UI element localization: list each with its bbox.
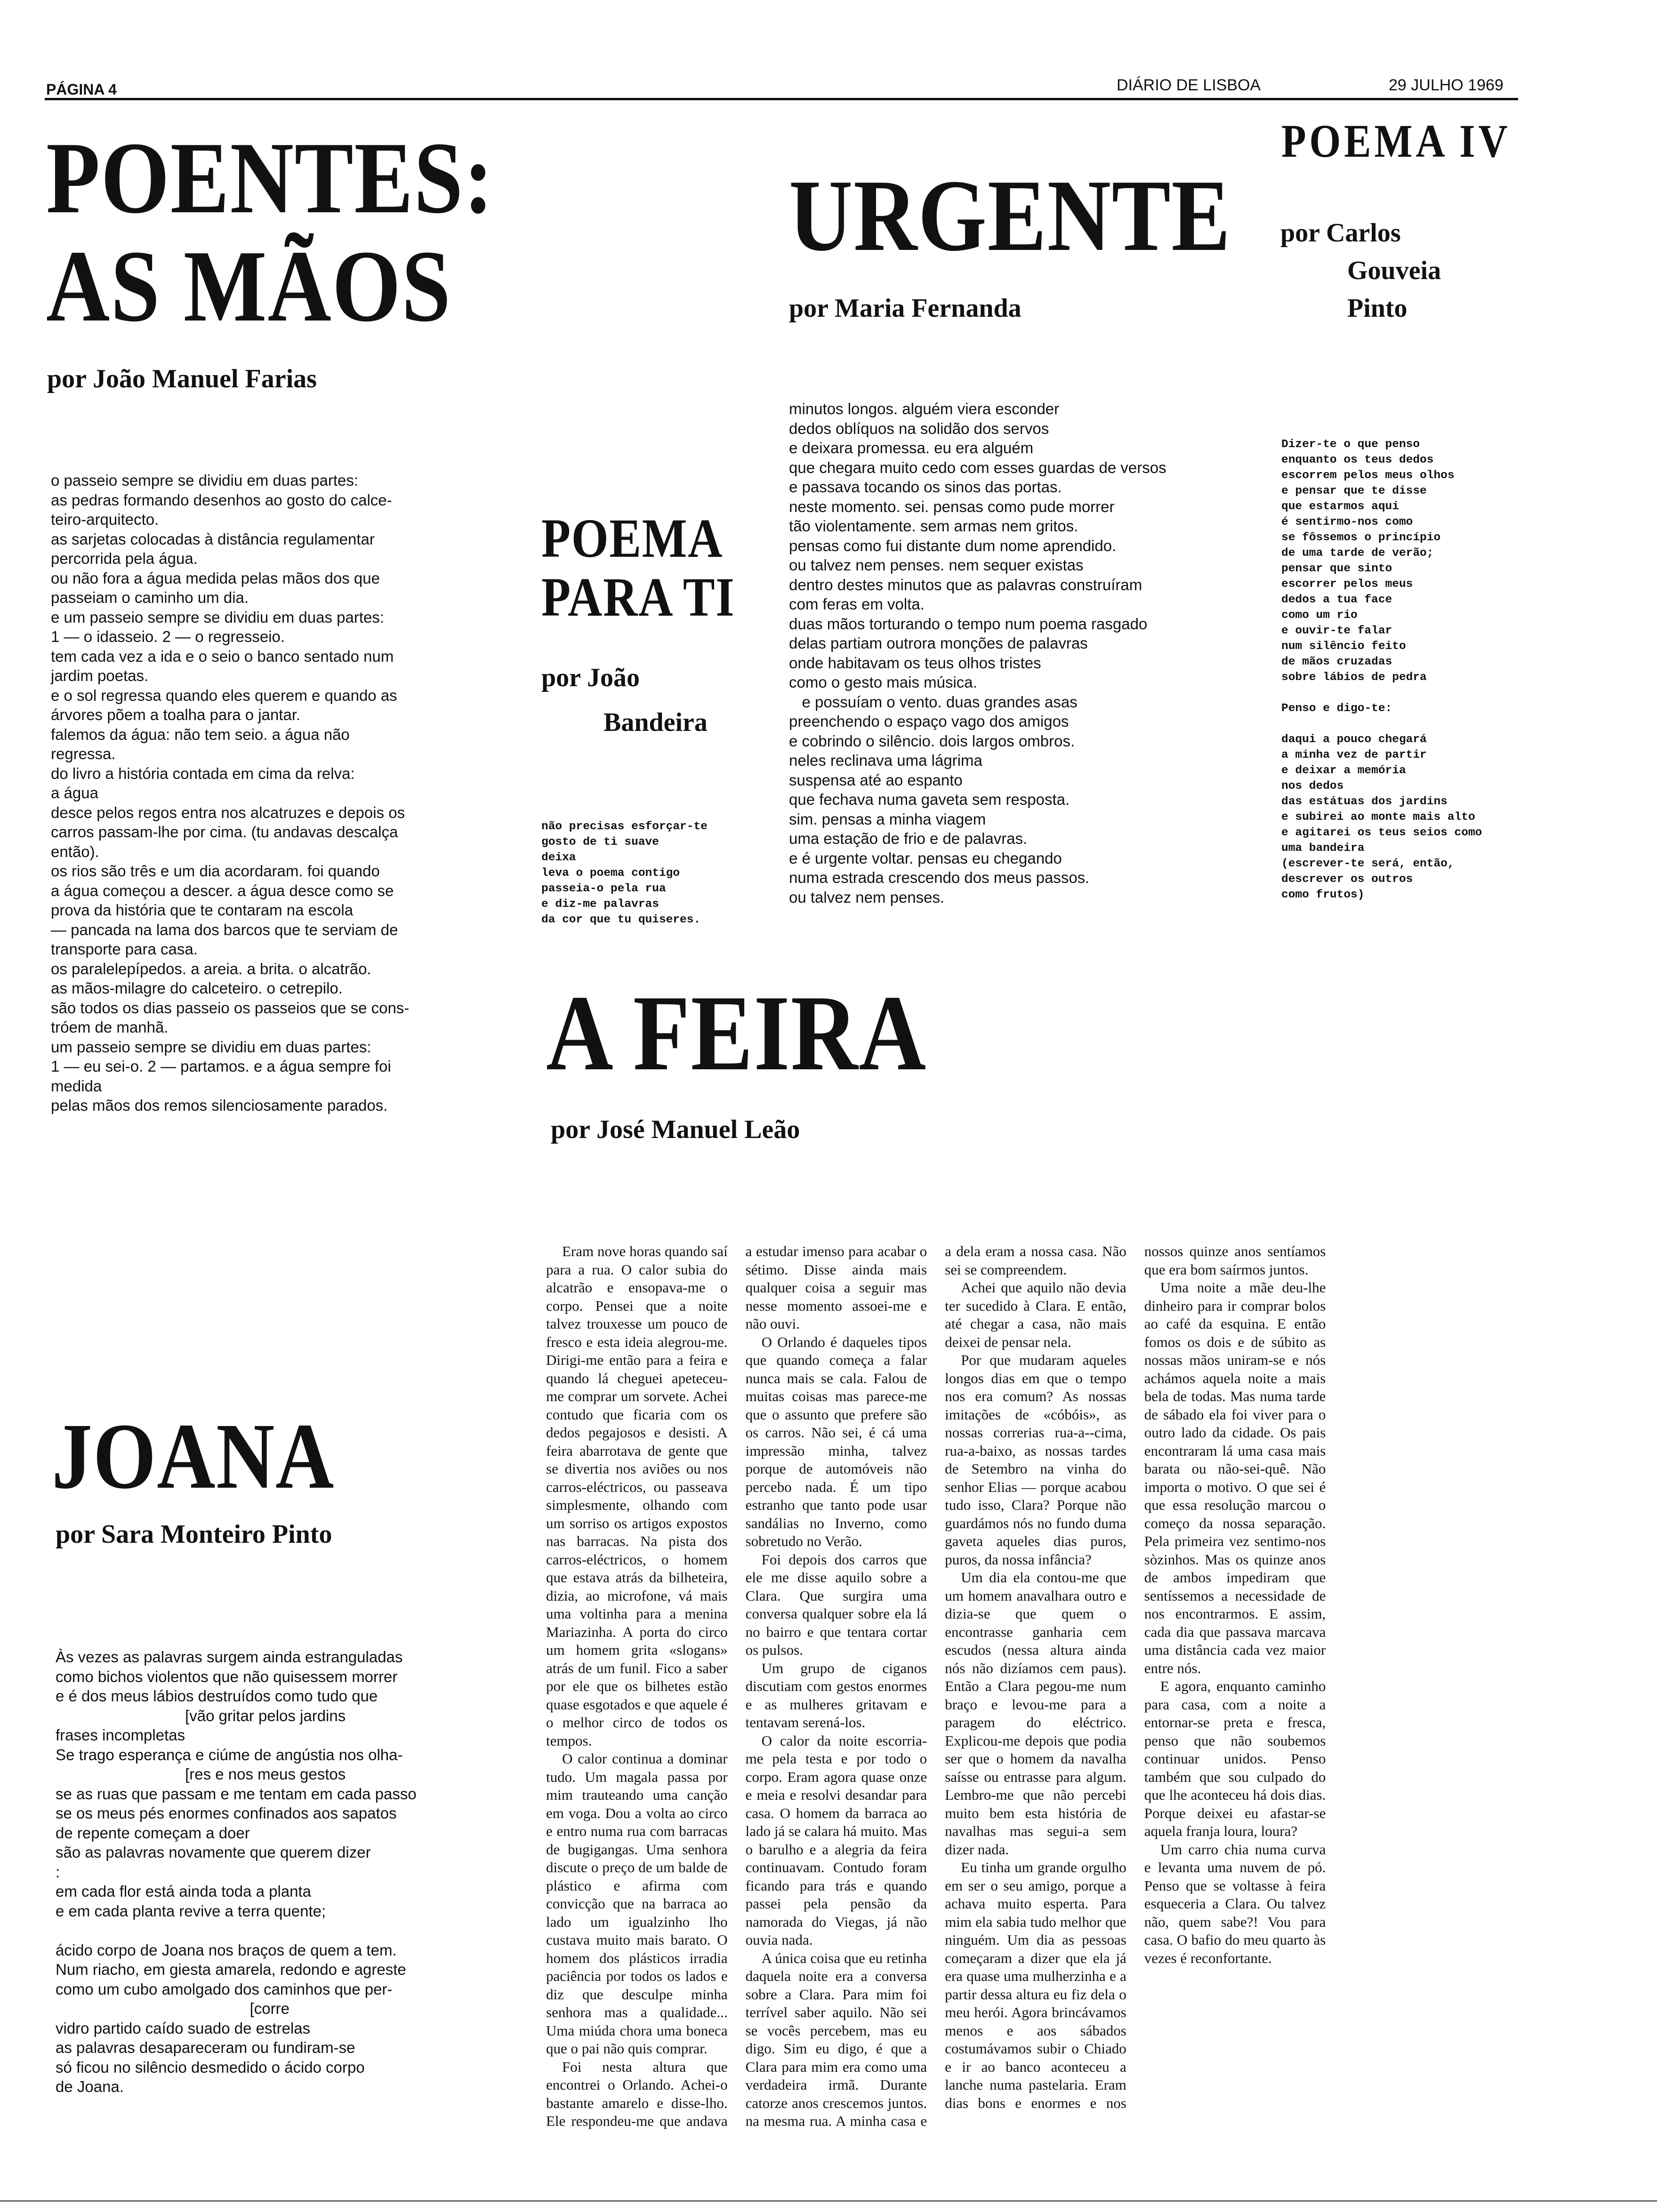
poema-iv-title: POEMA IV <box>1281 115 1511 167</box>
poem-line: ou talvez nem penses. <box>789 888 945 906</box>
poem-line: Dizer-te o que penso <box>1281 438 1420 451</box>
poem-line: delas partiam outrora monções de palavras <box>789 634 1088 652</box>
poem-line: passeiam o caminho um dia. <box>51 589 249 606</box>
poem-line: dentro destes minutos que as palavras construíram <box>789 576 1142 593</box>
header-rule <box>45 98 1518 100</box>
poem-line: do livro a história contada em cima da relva: <box>51 764 355 782</box>
issue-date: 29 JULHO 1969 <box>1389 76 1504 94</box>
poem-line: não precisas esforçar-te <box>541 820 708 833</box>
story-paragraph: Foi nesta altura que encontrei o Orlando. Achei-o bastante amarelo e disse-lho. Ele respondeu-me que andava a estudar imenso para acabar o sétimo. Disse ainda mais qualquer coisa a seguir mas nesse momento assoei-me e não ouvi. <box>546 1243 927 2129</box>
poema-iv-byline-line2: Gouveia <box>1347 256 1441 285</box>
poem-line: prova da história que te contaram na escola <box>51 901 354 919</box>
story-paragraph: Eu tinha um grande orgulho em ser o seu amigo, porque a achava muito esperta. Para mim ela sabia tudo melhor que ninguém. Um dia as pessoas começaram a dizer que ela já era quase uma mulherzinha e a partir dessa altura eu fiz dela o meu herói. Agora brincávamos menos e aos sábados costumávamos subir o Chiado e ir ao banco aconteceu a lanche numa pastelaria. Eram dias bons e enormes e nos nossos quinze anos sentíamos que era bom saírmos juntos. <box>945 1243 1326 2111</box>
poem-line: duas mãos torturando o tempo num poema rasgado <box>789 615 1148 633</box>
poem-line: são todos os dias passeio os passeios que se cons- <box>51 999 410 1017</box>
poem-line: e pensar que te disse <box>1281 485 1427 497</box>
poem-line: uma estação de frio e de palavras. <box>789 830 1028 847</box>
poema-iv-poem <box>1281 437 1526 903</box>
poem-line: transporte para casa. <box>51 940 198 958</box>
poem-line: leva o poema contigo <box>541 867 680 880</box>
poem-line: de uma tarde de verão; <box>1281 547 1434 560</box>
poem-line: que fechava numa gaveta sem resposta. <box>789 791 1070 808</box>
poem-line: 1 — eu sei-o. 2 — partamos. e a água sempre foi <box>51 1058 391 1075</box>
poem-line: e cobrindo o silêncio. dois largos ombros. <box>789 732 1075 750</box>
urgente-title: URGENTE <box>789 159 1231 272</box>
poem-line: tróem de manhã. <box>51 1018 169 1036</box>
story-paragraph: Um dia ela contou-me que um homem anavalhara outro e dizia-se que quem o encontrasse ganharia cem escudos (nessa altura ainda nós não dizíamos cem paus). Então a Clara pegou-me num braço e levou-me para a paragem do eléctrico. Explicou-me depois que podia ser que o homem da navalha saísse ou entrasse para algum. Lembro-me que não percebi muito bem esta história de navalhas mas segui-a sem dizer nada. <box>945 1569 1126 1858</box>
story-paragraph: O calor da noite escorria-me pela testa e por todo o corpo. Eram agora quase onze e meia e resolvi desandar para casa. O homem da barraca ao lado já se calara há muito. Mas o barulho e a alegria da feira continuavam. Contudo foram ficando para trás e quando passei pela pensão da namorada do Viegas, já não ouvia nada. <box>745 1732 927 1948</box>
a-feira-title: A FEIRA <box>546 973 927 1093</box>
poem-line: e deixara promessa. eu era alguém <box>789 439 1034 457</box>
poem-line: ácido corpo de Joana nos braços de quem a tem. <box>56 1941 397 1959</box>
joana-poem <box>56 1647 536 2097</box>
story-paragraph: O Orlando é daqueles tipos que quando começa a falar nunca mais se cala. Falou de muitas coisas mas parece-me que o assunto que prefere são os carros. Não sei, é cá uma impressão minha, talvez porque de automóveis não percebo nada. É um tipo estranho que tanto pode usar sandálias no Inverno, como sobretudo no Verão. <box>745 1333 927 1549</box>
poem-line: o passeio sempre se dividiu em duas partes: <box>51 472 359 489</box>
story-paragraph: O calor continua a dominar tudo. Um magala passa por mim trauteando uma canção em voga. Dou a volta ao circo e entro numa rua com barracas de bugigangas. Uma senhora discute o preço de um balde de plástico e afirma com convicção que na barraca ao lado um igualzinho lho custava muito mais barato. O homem dos plásticos irradia paciência por todos os lados e diz que desculpe minha senhora mas a qualidade... Uma miúda chora uma boneca que o pai não quis comprar. <box>546 1750 728 2057</box>
poem-line: e passava tocando os sinos das portas. <box>789 478 1062 496</box>
poem-line: medida <box>51 1077 102 1095</box>
story-paragraph: Por que mudaram aqueles longos dias em que o tempo nos era comum? As nossas imitações de «cóbóis», as nossas correrias rua-a--cima, rua-a-baixo, as nossas tardes de Setembro na vinha do senhor Elias — porque acabou tudo isso, Clara? Porque não guardámos nós no fundo duma gaveta aqueles dias puros, puros, da nossa infância? <box>945 1352 1126 1568</box>
poem-line: dedos a tua face <box>1281 593 1392 606</box>
poem-line: as pedras formando desenhos ao gosto do calce- <box>51 491 392 509</box>
poem-line: dedos oblíquos na solidão dos servos <box>789 419 1049 437</box>
poem-line: como um cubo amolgado dos caminhos que per- <box>56 1980 393 1998</box>
poem-line: os paralelepípedos. a areia. a brita. o alcatrão. <box>51 960 371 978</box>
story-paragraph: E agora, enquanto caminho para casa, com a noite a entornar-se preta e fresca, penso que não soubemos continuar unidos. Penso também que sou culpado do que lhe aconteceu há dois dias. Porque deixei eu afastar-se aquela franja loura, loura? <box>1144 1678 1326 1839</box>
poem-line: que estarmos aqui <box>1281 500 1399 513</box>
poem-line: onde habitavam os teus olhos tristes <box>789 654 1041 672</box>
poem-line <box>56 1921 536 1940</box>
poem-line: de Joana. <box>56 2078 124 2095</box>
poem-line: a água <box>51 784 98 801</box>
story-paragraph: Uma noite a mãe deu-lhe dinheiro para ir comprar bolos ao café da esquina. E então fomos os dois e de súbito as nossas mãos uniram-se e nós achámos aquela noite a mais bela de todas. Mas numa tarde de sábado ela foi viver para o outro lado da cidade. Os pais encontraram lá uma casa mais barata ou não-sei-quê. Não importa o motivo. O que sei é que essa resolução marcou o começo da nossa separação. Pela primeira vez sentimo-nos sòzinhos. Mas os quinze anos de ambos impediram que sentíssemos a necessidade de nos encontrarmos. E assim, cada dia que passava marcava uma distância cada vez maior entre nós. <box>1144 1279 1326 1676</box>
poem-line: carros passam-lhe por cima. (tu andavas descalça <box>51 823 398 841</box>
poem-line: só ficou no silêncio desmedido o ácido corpo <box>56 2058 365 2076</box>
poem-line: passeia-o pela rua <box>541 882 666 895</box>
a-feira-story <box>546 1242 1525 2137</box>
story-paragraph: Eram nove horas quando saí para a rua. O calor subia do alcatrão e ensopava-me o corpo. Pensei que a noite talvez trouxesse um pouco de fresco e esta ideia alegrou-me. Dirigi-me então para a feira e quando lá cheguei apeteceu-me comprar um sorvete. Achei contudo que ficaria com os dedos pegajosos e desisti. A feira abarrotava de gente que se divertia nos aviões ou nos carros-eléctricos, ou passeava simplesmente, olhando com um sorriso os artigos expostos nas barracas. Na pista dos carros-eléctricos, o homem que estava atrás da bilheteira, dizia, ao microfone, vá mais uma voltinha para a menina Mariazinha. A porta do circo um homem grita «slogans» atrás de um funil. Fico a saber por ele que os bilhetes estão quase esgotados e que aquele é o melhor circo de todos os tempos. <box>546 1243 728 1749</box>
poem-line: [res e nos meus gestos <box>56 1765 346 1783</box>
poem-line: [corre <box>56 2000 290 2017</box>
poem-line: e é dos meus lábios destruídos como tudo que <box>56 1687 378 1705</box>
poem-line: os rios são três e um dia acordaram. foi quando <box>51 862 380 880</box>
poem-line: — pancada na lama dos barcos que te serviam de <box>51 921 398 938</box>
a-feira-byline: por José Manuel Leão <box>551 1115 800 1144</box>
poem-line: como um rio <box>1281 609 1358 622</box>
poem-line: a água começou a descer. a água desce como se <box>51 882 394 899</box>
poem-line: suspensa até ao espanto <box>789 771 963 789</box>
newspaper-name: DIÁRIO DE LISBOA <box>1117 76 1261 94</box>
story-paragraph: Um carro chia numa curva e levanta uma nuvem de pó. Penso que se voltasse à feira esqueceria a Clara. Ou talvez não, quem sabe?! Vou para casa. O bafio do meu quarto às vezes é reconfortante. <box>1144 1841 1326 1966</box>
story-paragraph: A única coisa que eu retinha daquela noite era a conversa sobre a Clara. Para mim foi terrível saber aquilo. Não sei se vocês percebem, mas eu digo. Sim eu digo, é que a Clara para mim era como uma verdadeira irmã. Durante catorze anos crescemos juntos. na mesma rua. A minha casa e a dela eram a nossa casa. Não sei se compreendem. <box>745 1243 1126 2129</box>
poem-line: preenchendo o espaço vago dos amigos <box>789 713 1069 730</box>
poem-line: Se trago esperança e ciúme de angústia nos olha- <box>56 1746 403 1763</box>
joana-title: JOANA <box>52 1404 335 1508</box>
poem-line: se os meus pés enormes confinados aos sapatos <box>56 1804 397 1822</box>
page-number: PÁGINA 4 <box>46 81 117 98</box>
poem-line: ou talvez nem penses. nem sequer existas <box>789 556 1084 574</box>
poem-line: e ouvir-te falar <box>1281 625 1392 637</box>
poem-line: as palavras desapareceram ou fundiram-se <box>56 2039 355 2056</box>
poem-line: de repente começam a doer <box>56 1824 250 1842</box>
story-paragraph: Um grupo de ciganos discutiam com gestos enormes e as mulheres gritavam e tentavam serená-los. <box>745 1659 927 1731</box>
poem-line: frases incompletas <box>56 1726 185 1744</box>
joana-byline: por Sara Monteiro Pinto <box>56 1520 332 1549</box>
poem-line: em cada flor está ainda toda a planta <box>56 1883 312 1900</box>
poem-line: sobre lábios de pedra <box>1281 671 1427 684</box>
poentes-title-line2: AS MÃOS <box>46 230 452 343</box>
poem-line: [vão gritar pelos jardins <box>56 1707 346 1724</box>
poem-line: pelas mãos dos remos silenciosamente parados. <box>51 1097 388 1114</box>
poem-line: regressa. <box>51 745 116 762</box>
poema-iv-byline-line1: por Carlos <box>1280 218 1401 248</box>
story-paragraph: Foi depois dos carros que ele me disse aquilo sobre a Clara. Que surgira uma conversa qualquer sobre ela lá no bairro e que tentara cortar os pulsos. <box>745 1551 927 1658</box>
poem-line: e subirei ao monte mais alto <box>1281 811 1475 824</box>
poem-line: e agitarei os teus seios como <box>1281 826 1482 839</box>
poem-line: ou não fora a água medida pelas mãos dos que <box>51 569 380 587</box>
poem-line: Às vezes as palavras surgem ainda estranguladas <box>56 1648 403 1666</box>
poem-line: então). <box>51 842 99 860</box>
poem-line: gosto de ti suave <box>541 836 659 849</box>
poem-line: enquanto os teus dedos <box>1281 454 1434 466</box>
poem-line: e deixar a memória <box>1281 764 1406 777</box>
poema-para-ti-byline-line2: Bandeira <box>603 708 708 737</box>
poem-line: tão violentamente. sem armas nem gritos. <box>789 517 1078 535</box>
poem-line: são as palavras novamente que querem dizer <box>56 1843 371 1861</box>
poem-line: neste momento. sei. pensas como pude morrer <box>789 497 1115 515</box>
poentes-poem <box>51 471 550 1115</box>
poem-line: Penso e digo-te: <box>1281 702 1392 715</box>
poem-line: escorrem pelos meus olhos <box>1281 469 1455 482</box>
poema-para-ti-byline-line1: por João <box>541 663 640 692</box>
poem-line: jardim poetas. <box>51 667 149 684</box>
poem-line: as sarjetas colocadas à distância regulamentar <box>51 530 375 548</box>
poem-line: a minha vez de partir <box>1281 749 1427 761</box>
poem-line: árvores põem a toalha para o jantar. <box>51 706 301 723</box>
poem-line <box>1281 685 1526 701</box>
poem-line: pensas como fui distante dum nome aprendido. <box>789 537 1117 554</box>
poem-line: : <box>56 1863 60 1881</box>
story-paragraph: Achei que aquilo não devia ter sucedido à Clara. E então, até chegar a casa, não mais deixei de pensar nela. <box>945 1279 1126 1350</box>
poem-line: percorrida pela água. <box>51 550 198 567</box>
urgente-poem <box>789 399 1288 907</box>
poem-line: um passeio sempre se dividiu em duas partes: <box>51 1038 371 1056</box>
poentes-byline: por João Manuel Farias <box>47 364 317 393</box>
poem-line: neles reclinava uma lágrima <box>789 752 982 769</box>
poem-line: vidro partido caído suado de estrelas <box>56 2019 311 2037</box>
urgente-byline: por Maria Fernanda <box>789 294 1022 323</box>
poem-line: deixa <box>541 851 576 864</box>
poem-line: se as ruas que passam e me tentam em cada passo <box>56 1785 417 1803</box>
poem-line: com feras em volta. <box>789 595 925 613</box>
poem-line: de mãos cruzadas <box>1281 656 1392 668</box>
poem-line: e em cada planta revive a terra quente; <box>56 1902 326 1920</box>
poem-line: (escrever-te será, então, <box>1281 858 1455 870</box>
poem-line: como frutos) <box>1281 889 1365 901</box>
poem-line: e diz-me palavras <box>541 898 659 911</box>
poema-para-ti-title-line1: POEMA <box>541 507 724 569</box>
poem-line: num silêncio feito <box>1281 640 1406 653</box>
poem-line: numa estrada crescendo dos meus passos. <box>789 869 1090 886</box>
poema-para-ti-title-line2: PARA TI <box>541 566 735 628</box>
poem-line: uma bandeira <box>1281 842 1365 855</box>
poem-line: daqui a pouco chegará <box>1281 733 1427 746</box>
poem-line: escorrer pelos meus <box>1281 578 1413 591</box>
poem-line: 1 — o idasseio. 2 — o regresseio. <box>51 628 285 645</box>
poem-line: tem cada vez a ida e o seio o banco sentado num <box>51 647 394 665</box>
poem-line: minutos longos. alguém viera esconder <box>789 400 1060 417</box>
poem-line: como bichos violentos que não quisessem morrer <box>56 1667 398 1685</box>
poem-line: e o sol regressa quando eles querem e quando as <box>51 686 397 704</box>
poem-line: que chegara muito cedo com esses guardas de versos <box>789 458 1166 476</box>
poem-line: sim. pensas a minha viagem <box>789 810 986 828</box>
poem-line: nos dedos <box>1281 780 1344 793</box>
poema-para-ti-poem <box>541 819 763 928</box>
poem-line: as mãos-milagre do calceteiro. o cetrepilo. <box>51 979 343 997</box>
footer-rule <box>0 2200 1657 2202</box>
poem-line: falemos da água: não tem seio. a água não <box>51 725 350 743</box>
poem-line: descrever os outros <box>1281 873 1413 886</box>
poem-line: é sentirmo-nos como <box>1281 516 1413 529</box>
poem-line: e um passeio sempre se dividiu em duas partes: <box>51 608 385 626</box>
poem-line: teiro-arquitecto. <box>51 511 159 528</box>
poem-line: das estátuas dos jardins <box>1281 795 1448 808</box>
poema-iv-byline-line3: Pinto <box>1347 294 1408 323</box>
poem-line: desce pelos regos entra nos alcatruzes e depois os <box>51 803 405 821</box>
poem-line: e é urgente voltar. pensas eu chegando <box>789 849 1062 867</box>
poem-line: Num riacho, em giesta amarela, redondo e agreste <box>56 1961 406 1978</box>
poem-line <box>1281 716 1526 732</box>
poem-line: da cor que tu quiseres. <box>541 914 701 926</box>
poem-line: e possuíam o vento. duas grandes asas <box>789 693 1078 711</box>
poem-line: pensar que sinto <box>1281 562 1392 575</box>
poem-line: como o gesto mais música. <box>789 673 977 691</box>
poem-line: se fôssemos o princípio <box>1281 531 1441 544</box>
poentes-title-line1: POENTES: <box>46 121 494 235</box>
